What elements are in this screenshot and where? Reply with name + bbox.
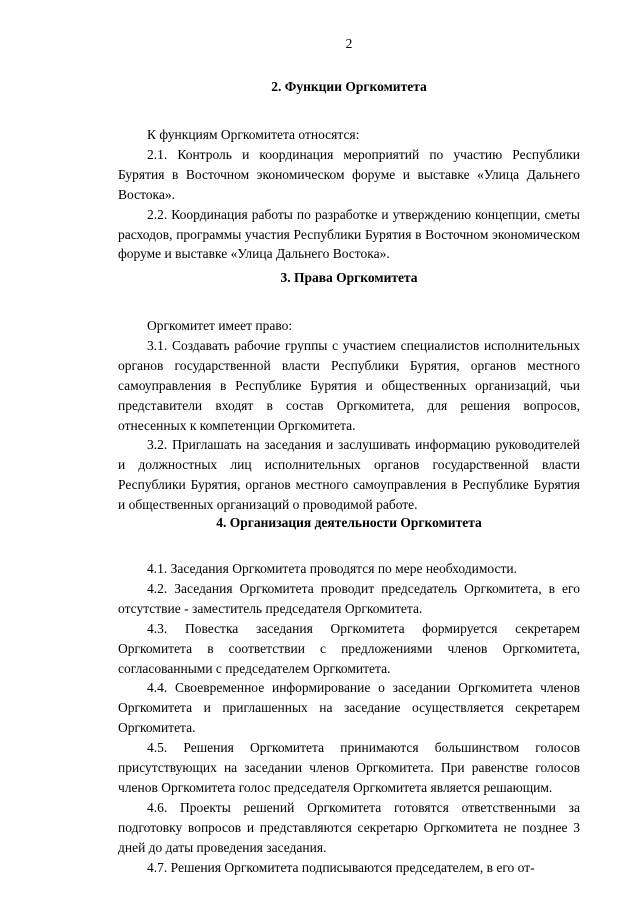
section-body-organization [118, 559, 580, 878]
paragraph: 2.2. Координация работы по разработке и утверждению концепции, сметы расходов, программы участия Республики Бурятия в Восточном экономическом форуме и выставке «Улица Дальнего Востока». [118, 206, 580, 262]
page-number: 2 [345, 36, 353, 51]
paragraph: Оргкомитет имеет право: [147, 318, 293, 333]
paragraph: 4.1. Заседания Оргкомитета проводятся по мере необходимости. [147, 561, 517, 576]
paragraph: 3.2. Приглашать на заседания и заслушивать информацию руководителей и должностных лиц исполнительных органов государственной власти Республики Бурятия, органов местного самоуправления в Республике Бурятия и общественных организаций о проводимой работе. [118, 437, 580, 513]
section-heading-functions: 2. Функции Оргкомитета [271, 79, 427, 94]
paragraph: 4.5. Решения Оргкомитета принимаются большинством голосов присутствующих на заседании членов Оргкомитета. При равенстве голосов членов Оргкомитета голос председателя Оргкомитета является решающим. [118, 740, 580, 795]
paragraph: 3.1. Создавать рабочие группы с участием специалистов исполнительных органов государственной власти Республики Бурятия, органов местного самоуправления в Республике Бурятия и общественных организаций, чьи представители входят в состав Оргкомитета, для решения вопросов, отнесенных к компетенции Оргкомитета. [118, 337, 580, 433]
section-heading-organization: 4. Организация деятельности Оргкомитета [216, 515, 482, 530]
paragraph: 4.2. Заседания Оргкомитета проводит председатель Оргкомитета, в его отсутствие - заместитель председателя Оргкомитета. [118, 580, 580, 616]
paragraph: 4.3. Повестка заседания Оргкомитета формируется секретарем Оргкомитета в соответствии с предложениями членов Оргкомитета, согласованными с председателем Оргкомитета. [118, 620, 580, 676]
paragraph: К функциям Оргкомитета относятся: [147, 127, 360, 142]
section-body-functions [118, 125, 580, 264]
paragraph: 4.4. Своевременное информирование о заседании Оргкомитета членов Оргкомитета и приглашенных на заседание осуществляется секретарем Оргкомитета. [118, 680, 580, 736]
paragraph: 4.7. Решения Оргкомитета подписываются председателем, в его от- [147, 859, 535, 875]
paragraph: 2.1. Контроль и координация мероприятий по участию Республики Бурятия в Восточном экономическом форуме и выставке «Улица Дальнего Востока». [118, 146, 580, 202]
section-body-rights [118, 316, 580, 515]
paragraph: 4.6. Проекты решений Оргкомитета готовятся ответственными за подготовку вопросов и представляются секретарю Оргкомитета не позднее 3 дней до даты проведения заседания. [118, 799, 580, 855]
section-heading-rights: 3. Права Оргкомитета [280, 270, 418, 285]
